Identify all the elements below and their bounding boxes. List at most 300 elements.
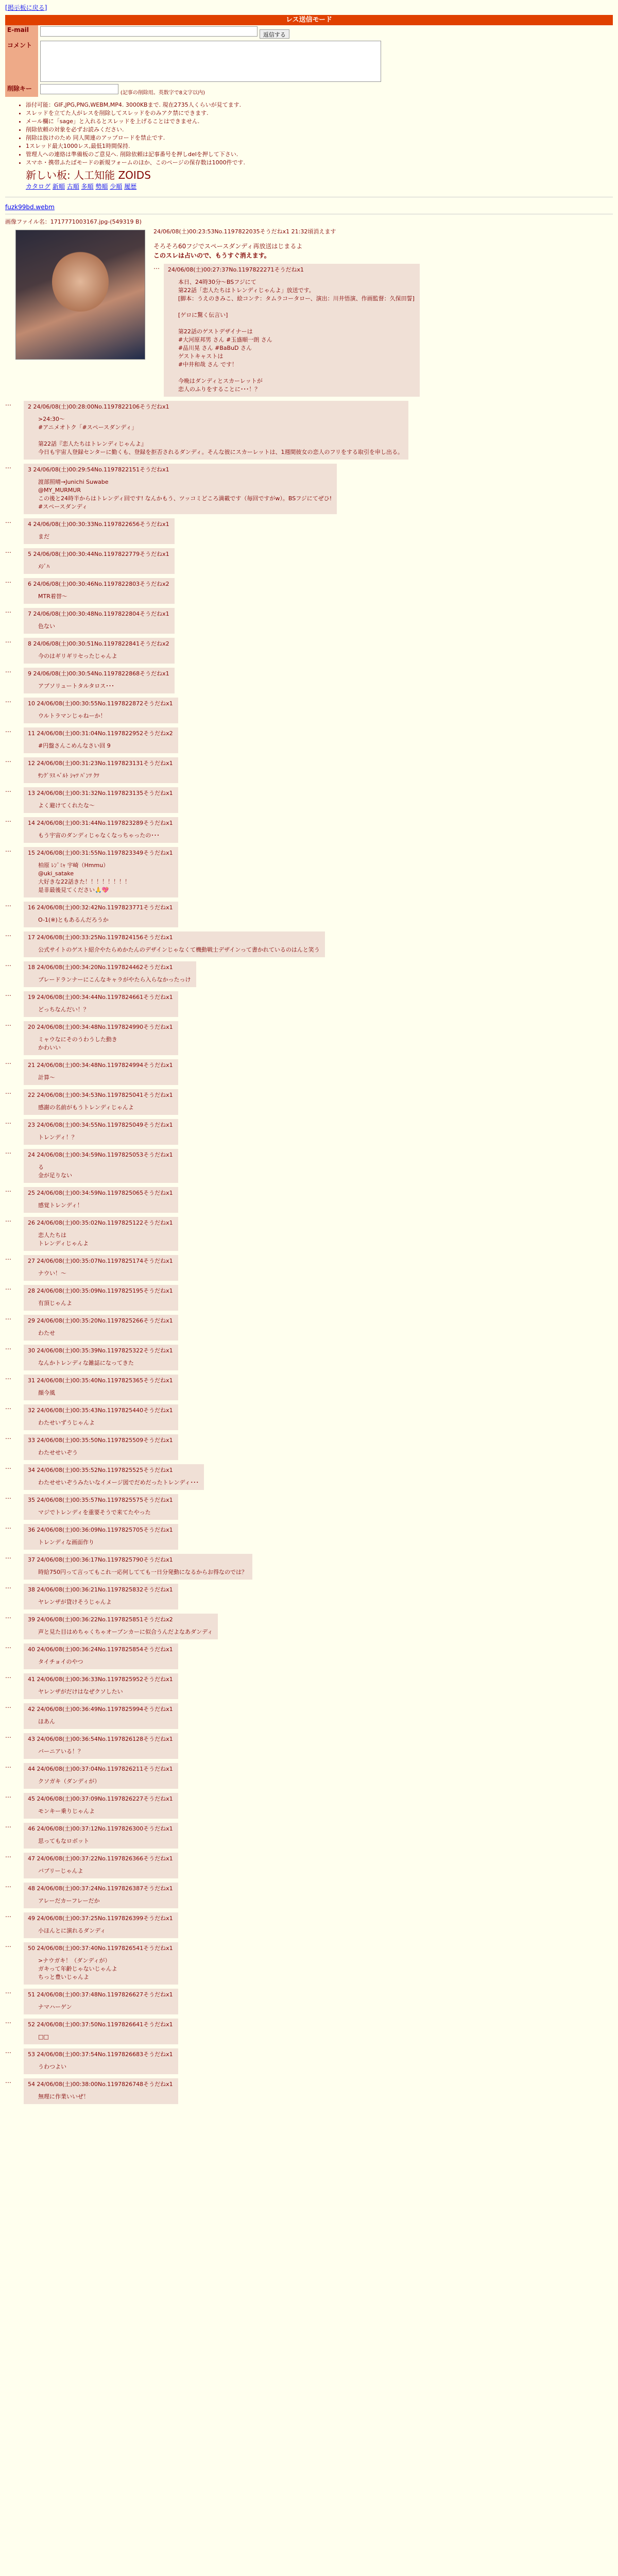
reply-row	[5, 816, 613, 846]
reply-row	[5, 1344, 613, 1374]
reply-indent-marker: …	[5, 2077, 11, 2084]
image-file-line[interactable]: 画像ファイル名：1717771003167.jpg-(549319 B)	[5, 218, 142, 225]
reply-text: 小ほんとに演れるダンディ	[38, 1927, 106, 1934]
hidden-link[interactable]: fuzk99bd.webm	[5, 204, 55, 211]
reply-row	[5, 1433, 613, 1463]
reply-indent-marker: …	[5, 1642, 11, 1650]
reply	[24, 727, 178, 753]
reply	[24, 1763, 178, 1789]
reply-text: ヤレンザがだけはなぜクソしたい	[38, 1688, 123, 1695]
reply-row	[5, 1613, 613, 1642]
reply-text: 顔今風	[38, 1389, 55, 1396]
reply-indent-marker: …	[5, 1058, 11, 1065]
reply	[24, 1187, 178, 1213]
reply	[24, 638, 175, 664]
reply-header[interactable]: 25 24/06/08(土)00:34:59No.1197825065そうだねx1	[28, 1190, 173, 1196]
reply-text: バブリーじゃんよ	[38, 1868, 83, 1874]
reply-header[interactable]: 35 24/06/08(土)00:35:57No.1197825575そうだねx1	[28, 1497, 173, 1503]
mode-bar: レス送信モード	[5, 15, 613, 25]
reply-row	[5, 1732, 613, 1762]
reply-header[interactable]: 51 24/06/08(土)00:37:48No.1197826627そうだねx1	[28, 1991, 173, 1998]
reply-row	[5, 547, 613, 577]
reply-header: 24/06/08(土)00:27:37No.1197822271そうだねx1	[167, 266, 304, 273]
reply-header[interactable]: 38 24/06/08(土)00:36:21No.1197825832そうだねx1	[28, 1586, 173, 1593]
reply-row	[5, 2077, 613, 2107]
reply-text: どっちなんだい！？	[38, 1006, 89, 1013]
reply-row	[5, 1882, 613, 1911]
reply-header[interactable]: 48 24/06/08(土)00:37:24No.1197826387そうだねx1	[28, 1885, 173, 1892]
delkey-field[interactable]	[40, 84, 118, 94]
reply	[24, 817, 178, 843]
reply-row	[5, 756, 613, 786]
reply-text: 思ってもなロボット	[38, 1838, 89, 1844]
reply	[24, 1733, 178, 1759]
reply-header[interactable]: 44 24/06/08(土)00:37:04No.1197826211そうだねx1	[28, 1766, 173, 1772]
reply	[24, 1883, 178, 1908]
reply-indent-marker: …	[5, 1941, 11, 1948]
reply	[24, 757, 178, 783]
reply-text: トレンディな画面作り	[38, 1539, 94, 1546]
reply-header[interactable]: 16 24/06/08(土)00:32:42No.1197823771そうだねx1	[28, 904, 173, 911]
reply	[24, 847, 178, 897]
reply-header[interactable]: 12 24/06/08(土)00:31:23No.1197823131そうだねx1	[28, 760, 173, 767]
reply-indent-marker: …	[5, 1493, 11, 1500]
reply-header[interactable]: 26 24/06/08(土)00:35:02No.1197825122そうだねx1	[28, 1219, 173, 1226]
reply-text: 今のはギリギリセったじゃんよ	[38, 653, 117, 659]
reply-row	[5, 1523, 613, 1553]
reply-row	[5, 1186, 613, 1216]
reply	[24, 1315, 178, 1341]
reply-text: 時給750円って言ってもこれ一応何してても一日分発動になるからお得なのでは？	[38, 1569, 247, 1575]
reply-text: 本日、24時30分～BSフジにて 第22話「恋人たちはトレンディじゃんよ」放送です。 [脚本：うえのきみこ、絵コンテ：タムラコータロー、演出：川井悟演、作画監督：久保田誓] [ゲロに驚く伝言い] 第22話のゲストデザイナーは #大河原邦男 さん #玉盛順一朗 さん #品川晃 さん #BaBuD さん ゲストキャストは #中井和哉 さん です！ 今晩はダンディとスカーレットが 恋人のふりをすることに･･･！？	[178, 279, 415, 393]
reply-row	[5, 901, 613, 930]
reply-header[interactable]: 5 24/06/08(土)00:30:44No.1197822779そうだねx1	[28, 551, 169, 557]
reply-indent-marker: …	[5, 1988, 11, 1995]
reply-indent-marker: …	[5, 1433, 11, 1440]
delkey-label: 削除キー	[5, 83, 38, 97]
reply-indent-marker: …	[5, 1583, 11, 1590]
reply-indent-marker: …	[5, 577, 11, 584]
reply-header[interactable]: 43 24/06/08(土)00:36:54No.1197826128そうだねx1	[28, 1736, 173, 1742]
reply-indent-marker: …	[5, 667, 11, 674]
reply	[24, 1494, 178, 1520]
reply-row	[5, 1642, 613, 1672]
reply-row	[5, 607, 613, 637]
reply-row	[5, 1493, 613, 1523]
reply-header[interactable]: 50 24/06/08(土)00:37:40No.1197826541そうだねx1	[28, 1945, 173, 1952]
reply-header[interactable]: 54 24/06/08(土)00:38:00No.1197826748そうだねx1	[28, 2081, 173, 2088]
reply-header[interactable]: 33 24/06/08(土)00:35:50No.1197825509そうだねx1	[28, 1437, 173, 1444]
reply-header[interactable]: 20 24/06/08(土)00:34:48No.1197824990そうだねx1	[28, 1024, 173, 1030]
reply-row	[5, 577, 613, 607]
reply-indent-marker: …	[5, 1216, 11, 1223]
reply-header[interactable]: 31 24/06/08(土)00:35:40No.1197825365そうだねx1	[28, 1377, 173, 1384]
reply-row	[5, 1463, 613, 1493]
reply-indent-marker: …	[5, 1822, 11, 1829]
reply-header[interactable]: 11 24/06/08(土)00:31:04No.1197822952そうだねx2	[28, 730, 173, 737]
reply	[24, 1524, 178, 1550]
rule-item: • 管理人への連絡は準備板のご意見へ. 削除依頼は記事番号を押しdelを押して下さい.	[26, 150, 613, 159]
reply-text: □□	[38, 2033, 49, 2040]
rule-item: • メール欄に「sage」と入れるとスレッドを上げることはできません.	[26, 117, 613, 126]
reply-row	[5, 1284, 613, 1314]
sort-momentum-link[interactable]: 勢順	[95, 183, 108, 190]
reply-text: 有頂じゃんよ	[38, 1300, 72, 1307]
comment-label: コメント	[5, 40, 38, 83]
reply	[24, 1059, 178, 1085]
reply-header[interactable]: 23 24/06/08(土)00:34:55No.1197825049そうだねx1	[28, 1122, 173, 1128]
reply-row	[5, 1216, 613, 1254]
reply-header[interactable]: 9 24/06/08(土)00:30:54No.1197822868そうだねx1	[28, 670, 169, 677]
reply-text: わたせいずうじゃんよ	[38, 1419, 95, 1426]
reply-text: クソガキ（ダンディが）	[38, 1778, 100, 1785]
reply-row	[5, 846, 613, 901]
reply-indent-marker: …	[5, 1088, 11, 1095]
catalog-link[interactable]: カタログ	[26, 183, 51, 190]
rule-item: • スマホ・携帯ふたばモードの新規フォームのほか、このページの保存数は1000件です.	[26, 159, 613, 167]
reply	[24, 1345, 178, 1370]
reply-text: >24:30～ #アニメオトク「#スペースダンディ」 第22話『恋人たちはトレンディじゃんよ』 今日も宇宙人登録センターに勤くも、登録を拒否されるダンディ。そんな彼にスカーレットは、1週間彼女の恋人のフリをする取引を申し出る。	[38, 416, 404, 455]
op-header: 24/06/08(土)00:23:53No.1197822035そうだねx1 21:32頃消えます	[153, 228, 336, 235]
reply	[24, 1584, 178, 1609]
reply-indent-marker: …	[5, 1463, 11, 1470]
reply-indent-marker: …	[5, 1186, 11, 1193]
reply-text: 感謝の名前がもうトレンディじゃんよ	[38, 1104, 134, 1111]
reply	[24, 2078, 178, 2104]
reply	[24, 698, 178, 723]
reply	[24, 1375, 178, 1400]
reply-indent-marker: …	[5, 1792, 11, 1799]
reply-row	[5, 786, 613, 816]
reply-text: まだ	[38, 533, 49, 540]
reply	[24, 401, 408, 460]
reply-header[interactable]: 49 24/06/08(土)00:37:25No.1197826399そうだねx1	[28, 1915, 173, 1922]
reply-row	[5, 1403, 613, 1433]
reply-text: アレーだカーフレーだか	[38, 1897, 100, 1904]
thread	[5, 204, 613, 2107]
reply-row	[5, 1988, 613, 2018]
reply-indent-marker: …	[5, 1911, 11, 1919]
reply-text: MTR着替～	[38, 593, 67, 600]
reply-text: タイチョイのやつ	[38, 1658, 83, 1665]
reply-text: 感覚トレンディ！	[38, 1202, 83, 1209]
reply-header[interactable]: 24 24/06/08(土)00:34:59No.1197825053そうだねx1	[28, 1151, 173, 1158]
reply	[24, 1793, 178, 1819]
reply-indent-marker: …	[5, 1732, 11, 1739]
reply-text: 公式サイトのゲスト紹介やたらめかたんのデザインじゃなくて機動戦士デザインって書かれているのはんと笑う	[38, 946, 320, 953]
reply-indent-marker: …	[5, 2047, 11, 2055]
rule-item: • 削除は抜けのため 同人関連のアップロードを禁止です.	[26, 134, 613, 142]
reply-header[interactable]: 32 24/06/08(土)00:35:43No.1197825440そうだねx1	[28, 1407, 173, 1414]
reply	[24, 668, 175, 693]
reply-header[interactable]: 7 24/06/08(土)00:30:48No.1197822804そうだねx1	[28, 611, 169, 617]
reply-text: わたせせいぞう	[38, 1449, 78, 1456]
reply-indent-marker: …	[5, 786, 11, 793]
reply	[24, 1285, 178, 1311]
reply	[24, 931, 325, 957]
reply-indent-marker: …	[5, 1254, 11, 1261]
reply-row	[5, 1762, 613, 1792]
reply-indent-marker: …	[5, 1553, 11, 1560]
op-line: そろそろ60フジでスペースダンディ再放送はじまるよ	[153, 243, 303, 250]
reply-text: O-1(※)ともあるんだろうか	[38, 917, 109, 923]
reply-indent-marker: …	[5, 1762, 11, 1769]
reply	[24, 464, 337, 514]
reply-indent-marker: …	[5, 1882, 11, 1889]
reply	[24, 608, 175, 634]
reply-header[interactable]: 39 24/06/08(土)00:36:22No.1197825851そうだねx2	[28, 1616, 173, 1623]
reply-text: アブソリュートタルタロス･･･	[38, 683, 114, 689]
reply-text: ﾒｼﾞﾊ	[38, 563, 49, 570]
rules-list	[26, 101, 613, 167]
reply-header[interactable]: 29 24/06/08(土)00:35:20No.1197825266そうだねx1	[28, 1317, 173, 1324]
reply	[24, 578, 175, 604]
op-thumbnail-image[interactable]	[15, 230, 145, 360]
reply-indent-marker: …	[5, 1403, 11, 1411]
reply-text: バーニアいる！？	[38, 1748, 83, 1755]
reply-indent-marker: …	[5, 697, 11, 704]
reply-row	[5, 400, 613, 463]
reply-row	[5, 517, 613, 547]
reply-header[interactable]: 52 24/06/08(土)00:37:50No.1197826641そうだねx1	[28, 2021, 173, 2028]
reply-indent-marker: …	[5, 1148, 11, 1155]
reply-row	[5, 1822, 613, 1852]
reply-row	[5, 2018, 613, 2047]
reply-row	[5, 930, 613, 960]
sort-few-link[interactable]: 少順	[110, 183, 123, 190]
submit-button[interactable]: 返信する	[260, 29, 289, 39]
reply-text: なんかトレンディな雑誌になってきた	[38, 1360, 134, 1366]
reply-header[interactable]: 46 24/06/08(土)00:37:12No.1197826300そうだねx1	[28, 1825, 173, 1832]
rule-item: • 1スレッド最大1000レス,最低1時間保持.	[26, 142, 613, 150]
reply-text: ほあん	[38, 1718, 55, 1725]
reply-header[interactable]: 8 24/06/08(土)00:30:51No.1197822841そうだねx2	[28, 640, 169, 647]
reply-row	[5, 1058, 613, 1088]
op-post: 24/06/08(土)00:23:53No.1197822035そうだねx1 21:32頃消えます そろそろ60フジでスペースダンディ再放送はじまるよ このスレは占いので、もうすぐ消えます。 … 24/06/08(土)00:27:37No.1197822271そうだねx1 本日、24時30分～BSフジにて 第22話「恋人たちはトレンディじゃんよ」放送です。 [脚本：うえのきみこ、絵コンテ：タムラコータロー、演出：川井悟演、作画監督：久保田誓] [ゲロに驚く伝言い] 第22話のゲストデザイナーは #大河原邦男 さん #玉盛順一朗 さん #品川晃 さん #BaBuD さん ゲストキャストは #中井和哉 さん です！ 今晩はダンディとスカーレットが 恋人のふりをすることに･･･！？	[5, 228, 613, 400]
reply-indent-marker: …	[5, 1284, 11, 1291]
reply-text: うわつよい	[38, 2063, 66, 2070]
reply-header[interactable]: 53 24/06/08(土)00:37:54No.1197826683そうだねx1	[28, 2051, 173, 2058]
reply	[24, 1021, 178, 1055]
reply-text: 声と見た目はめちゃくちゃオープンカーに似合うんだよなあダンディ	[38, 1629, 213, 1635]
reply-row	[5, 1583, 613, 1613]
reply-row	[5, 1314, 613, 1344]
reply-indent-marker: …	[5, 1613, 11, 1620]
return-link[interactable]: [掲示板に戻る]	[5, 4, 47, 11]
reply-indent-marker: …	[5, 930, 11, 938]
quoted-reply	[164, 264, 420, 397]
reply	[24, 1853, 178, 1878]
reply-text: トレンディ！？	[38, 1134, 77, 1141]
reply-indent-marker: …	[5, 607, 11, 614]
reply	[24, 1464, 204, 1490]
reply	[24, 1119, 178, 1145]
reply-header[interactable]: 27 24/06/08(土)00:35:07No.1197825174そうだねx1	[28, 1258, 173, 1264]
reply	[24, 2019, 178, 2044]
reply	[24, 991, 178, 1017]
reply	[24, 1149, 178, 1183]
reply-text: ヤレンザが貸けそうじゃんよ	[38, 1599, 112, 1605]
reply-header[interactable]: 21 24/06/08(土)00:34:48No.1197824994そうだねx1	[28, 1062, 173, 1069]
reply-text: マジでトレンディを重要そうで来てたやった	[38, 1509, 151, 1516]
reply-header[interactable]: 30 24/06/08(土)00:35:39No.1197825322そうだねx1	[28, 1347, 173, 1354]
reply-header[interactable]: 2 24/06/08(土)00:28:00No.1197822106そうだねx1	[28, 403, 169, 410]
reply	[24, 1404, 178, 1430]
rule-item: • 添付可能：GIF,JPG,PNG,WEBM,MP4. 3000KBまで. 現在2735人くらいが見てます.	[26, 101, 613, 109]
reply-row	[5, 1941, 613, 1988]
reply-text: 計算～	[38, 1074, 55, 1081]
history-link[interactable]: 履歴	[124, 183, 137, 190]
reply-row	[5, 463, 613, 517]
reply	[24, 961, 196, 987]
reply	[24, 902, 178, 927]
reply-header[interactable]: 14 24/06/08(土)00:31:44No.1197823289そうだねx1	[28, 820, 173, 826]
delkey-note: (記事の削除用。英数字で8文字以内)	[120, 90, 205, 96]
reply-header[interactable]: 34 24/06/08(土)00:35:52No.1197825525そうだねx1	[28, 1467, 173, 1473]
sort-many-link[interactable]: 多順	[81, 183, 94, 190]
reply	[24, 1434, 178, 1460]
reply-text: わたせせいぞうみたいなイメージ図でだめだったトレンディ･･･	[38, 1479, 199, 1486]
reply-row	[5, 990, 613, 1020]
reply-indent-marker: …	[5, 400, 11, 407]
reply-text: ｻﾝｸﾞﾗｽ ﾍﾞﾙﾄ ｼｬﾂ ﾊﾟﾝﾂ ｸﾂ	[38, 772, 99, 779]
reply-row	[5, 637, 613, 667]
reply-indent-marker: …	[5, 1314, 11, 1321]
reply-header[interactable]: 6 24/06/08(土)00:30:46No.1197822803そうだねx2	[28, 581, 169, 587]
reply-row	[5, 1118, 613, 1148]
reply-header[interactable]: 18 24/06/08(土)00:34:20No.1197824462そうだねx1	[28, 964, 173, 971]
reply-text: 渡部照晴→Junichi Suwabe @MY_MURMUR この後と24時半からはトレンディ回です! なんかもう、ツッコミどころ満載です（毎回ですがw）。BSフジにてぜひ! #スペースダンディ	[38, 479, 332, 510]
email-field[interactable]	[40, 26, 258, 37]
reply-indent-marker: …	[5, 756, 11, 764]
reply-header[interactable]: 22 24/06/08(土)00:34:53No.1197825041そうだねx1	[28, 1092, 173, 1098]
reply-text: もう宇宙のダンディじゃなくなっちゃったの･･･	[38, 832, 160, 839]
reply-indent-marker: …	[5, 547, 11, 554]
reply-text: >ナウガキ！（ダンディが） ガキって年齢じゃないじゃんよ ちっと豊いじゃんよ	[38, 1957, 117, 1980]
reply-row	[5, 697, 613, 726]
reply-row	[5, 1702, 613, 1732]
reply-row	[5, 1088, 613, 1118]
reply-row	[5, 1792, 613, 1822]
rule-item: • スレッドを立てた人がレスを削除してスレッドをのみアク禁にできます.	[26, 109, 613, 117]
reply	[24, 2048, 178, 2074]
email-label: E-mail	[5, 25, 38, 40]
sort-old-link[interactable]: 古順	[66, 183, 79, 190]
reply-header[interactable]: 40 24/06/08(土)00:36:24No.1197825854そうだねx1	[28, 1646, 173, 1653]
reply-text: ミャウなにそのうわうした動き かわいい	[38, 1036, 117, 1051]
reply-row	[5, 1254, 613, 1284]
reply-header[interactable]: 47 24/06/08(土)00:37:22No.1197826366そうだねx1	[28, 1855, 173, 1862]
reply-indent-marker: …	[5, 726, 11, 734]
reply-indent-marker: …	[5, 990, 11, 997]
reply	[24, 1703, 178, 1729]
reply-indent-marker: …	[5, 1672, 11, 1680]
reply	[24, 787, 178, 813]
reply-row	[5, 1852, 613, 1882]
reply-text: ナウい！～	[38, 1270, 66, 1277]
reply-text: 柏原 ﾚﾝﾞﾐｬ 宇崎（Hmmu） @uki_satake 大好きな22話きた！！！！！！！！ 是非最後見てください🙏💖	[38, 862, 130, 893]
reply-indent-marker: …	[5, 1118, 11, 1125]
reply-row	[5, 1911, 613, 1941]
reply-header[interactable]: 10 24/06/08(土)00:30:55No.1197822872そうだねx1	[28, 700, 173, 707]
post-form	[5, 25, 613, 191]
reply-indent-marker: …	[5, 1702, 11, 1709]
reply-indent-marker: …	[5, 2018, 11, 2025]
reply-row	[5, 667, 613, 697]
reply-row	[5, 1374, 613, 1403]
reply-row	[5, 1020, 613, 1058]
reply-indent-marker: …	[5, 816, 11, 823]
reply-indent-marker: …	[5, 637, 11, 644]
reply-text: ブレードランナーにこんなキャラがやたら入らなかったっけ	[38, 976, 191, 983]
reply	[24, 1089, 178, 1115]
reply	[24, 1673, 178, 1699]
reply-text: 恋人たちは トレンディじゃんよ	[38, 1232, 89, 1247]
sort-new-link[interactable]: 新順	[52, 183, 65, 190]
reply	[24, 548, 175, 574]
reply-indent-marker: …	[5, 1374, 11, 1381]
reply-header[interactable]: 19 24/06/08(土)00:34:44No.1197824661そうだねx1	[28, 994, 173, 1001]
reply-header[interactable]: 15 24/06/08(土)00:31:55No.1197823349そうだねx1	[28, 850, 173, 856]
reply	[24, 1912, 178, 1938]
reply-header[interactable]: 45 24/06/08(土)00:37:09No.1197826227そうだねx1	[28, 1795, 173, 1802]
reply-header[interactable]: 36 24/06/08(土)00:36:09No.1197825705そうだねx1	[28, 1527, 173, 1533]
reply	[24, 1823, 178, 1849]
reply-indent-marker: …	[5, 463, 11, 470]
reply-header[interactable]: 3 24/06/08(土)00:29:54No.1197822151そうだねx1	[28, 466, 169, 473]
reply-text: る 金が足りない	[38, 1164, 72, 1179]
reply-indent-marker: …	[5, 846, 11, 853]
catalog-links	[26, 182, 613, 191]
reply-header[interactable]: 42 24/06/08(土)00:36:49No.1197825994そうだねx1	[28, 1706, 173, 1713]
reply-text: #円盤さんこめんなさい回 9	[38, 742, 111, 749]
reply-indent-marker: …	[5, 1523, 11, 1530]
reply-indent-marker: …	[5, 1852, 11, 1859]
reply-text: よく避けてくれたな～	[38, 802, 95, 809]
reply-text: 色ない	[38, 623, 55, 630]
top-nav	[0, 0, 618, 15]
reply	[24, 1554, 252, 1580]
reply	[24, 1614, 218, 1639]
reply-row	[5, 960, 613, 990]
reply-row	[5, 726, 613, 756]
reply-indent-marker: …	[5, 1344, 11, 1351]
reply-header[interactable]: 28 24/06/08(土)00:35:09No.1197825195そうだねx1	[28, 1287, 173, 1294]
reply	[24, 518, 175, 544]
reply-header[interactable]: 17 24/06/08(土)00:33:25No.1197824156そうだねx1	[28, 934, 173, 941]
reply-row	[5, 1553, 613, 1583]
reply-text: ナマハーゲン	[38, 2004, 72, 2010]
reply-text: わたせ	[38, 1330, 55, 1336]
reply-indent-marker: …	[5, 901, 11, 908]
reply-text: 無理に作業いいぜ！	[38, 2093, 89, 2100]
reply-text: ウルトラマンじゃねーか！	[38, 713, 106, 719]
reply-header[interactable]: 41 24/06/08(土)00:36:33No.1197825952そうだねx1	[28, 1676, 173, 1683]
reply	[24, 1942, 178, 1985]
new-board-link[interactable]: 新しい板: 人工知能 ZOIDS	[26, 169, 151, 181]
reply	[24, 1217, 178, 1251]
reply-row	[5, 1148, 613, 1186]
op-warning: このスレは占いので、もうすぐ消えます。	[153, 252, 270, 259]
reply-indent-marker: …	[5, 1020, 11, 1027]
reply-indent-marker: …	[5, 960, 11, 968]
reply-header[interactable]: 13 24/06/08(土)00:31:32No.1197823135そうだねx1	[28, 790, 173, 796]
comment-field[interactable]	[40, 41, 381, 82]
reply-row	[5, 1672, 613, 1702]
reply-header[interactable]: 37 24/06/08(土)00:36:17No.1197825790そうだねx1	[28, 1556, 173, 1563]
reply-header[interactable]: 4 24/06/08(土)00:30:33No.1197822656そうだねx1	[28, 521, 169, 528]
reply	[24, 1643, 178, 1669]
